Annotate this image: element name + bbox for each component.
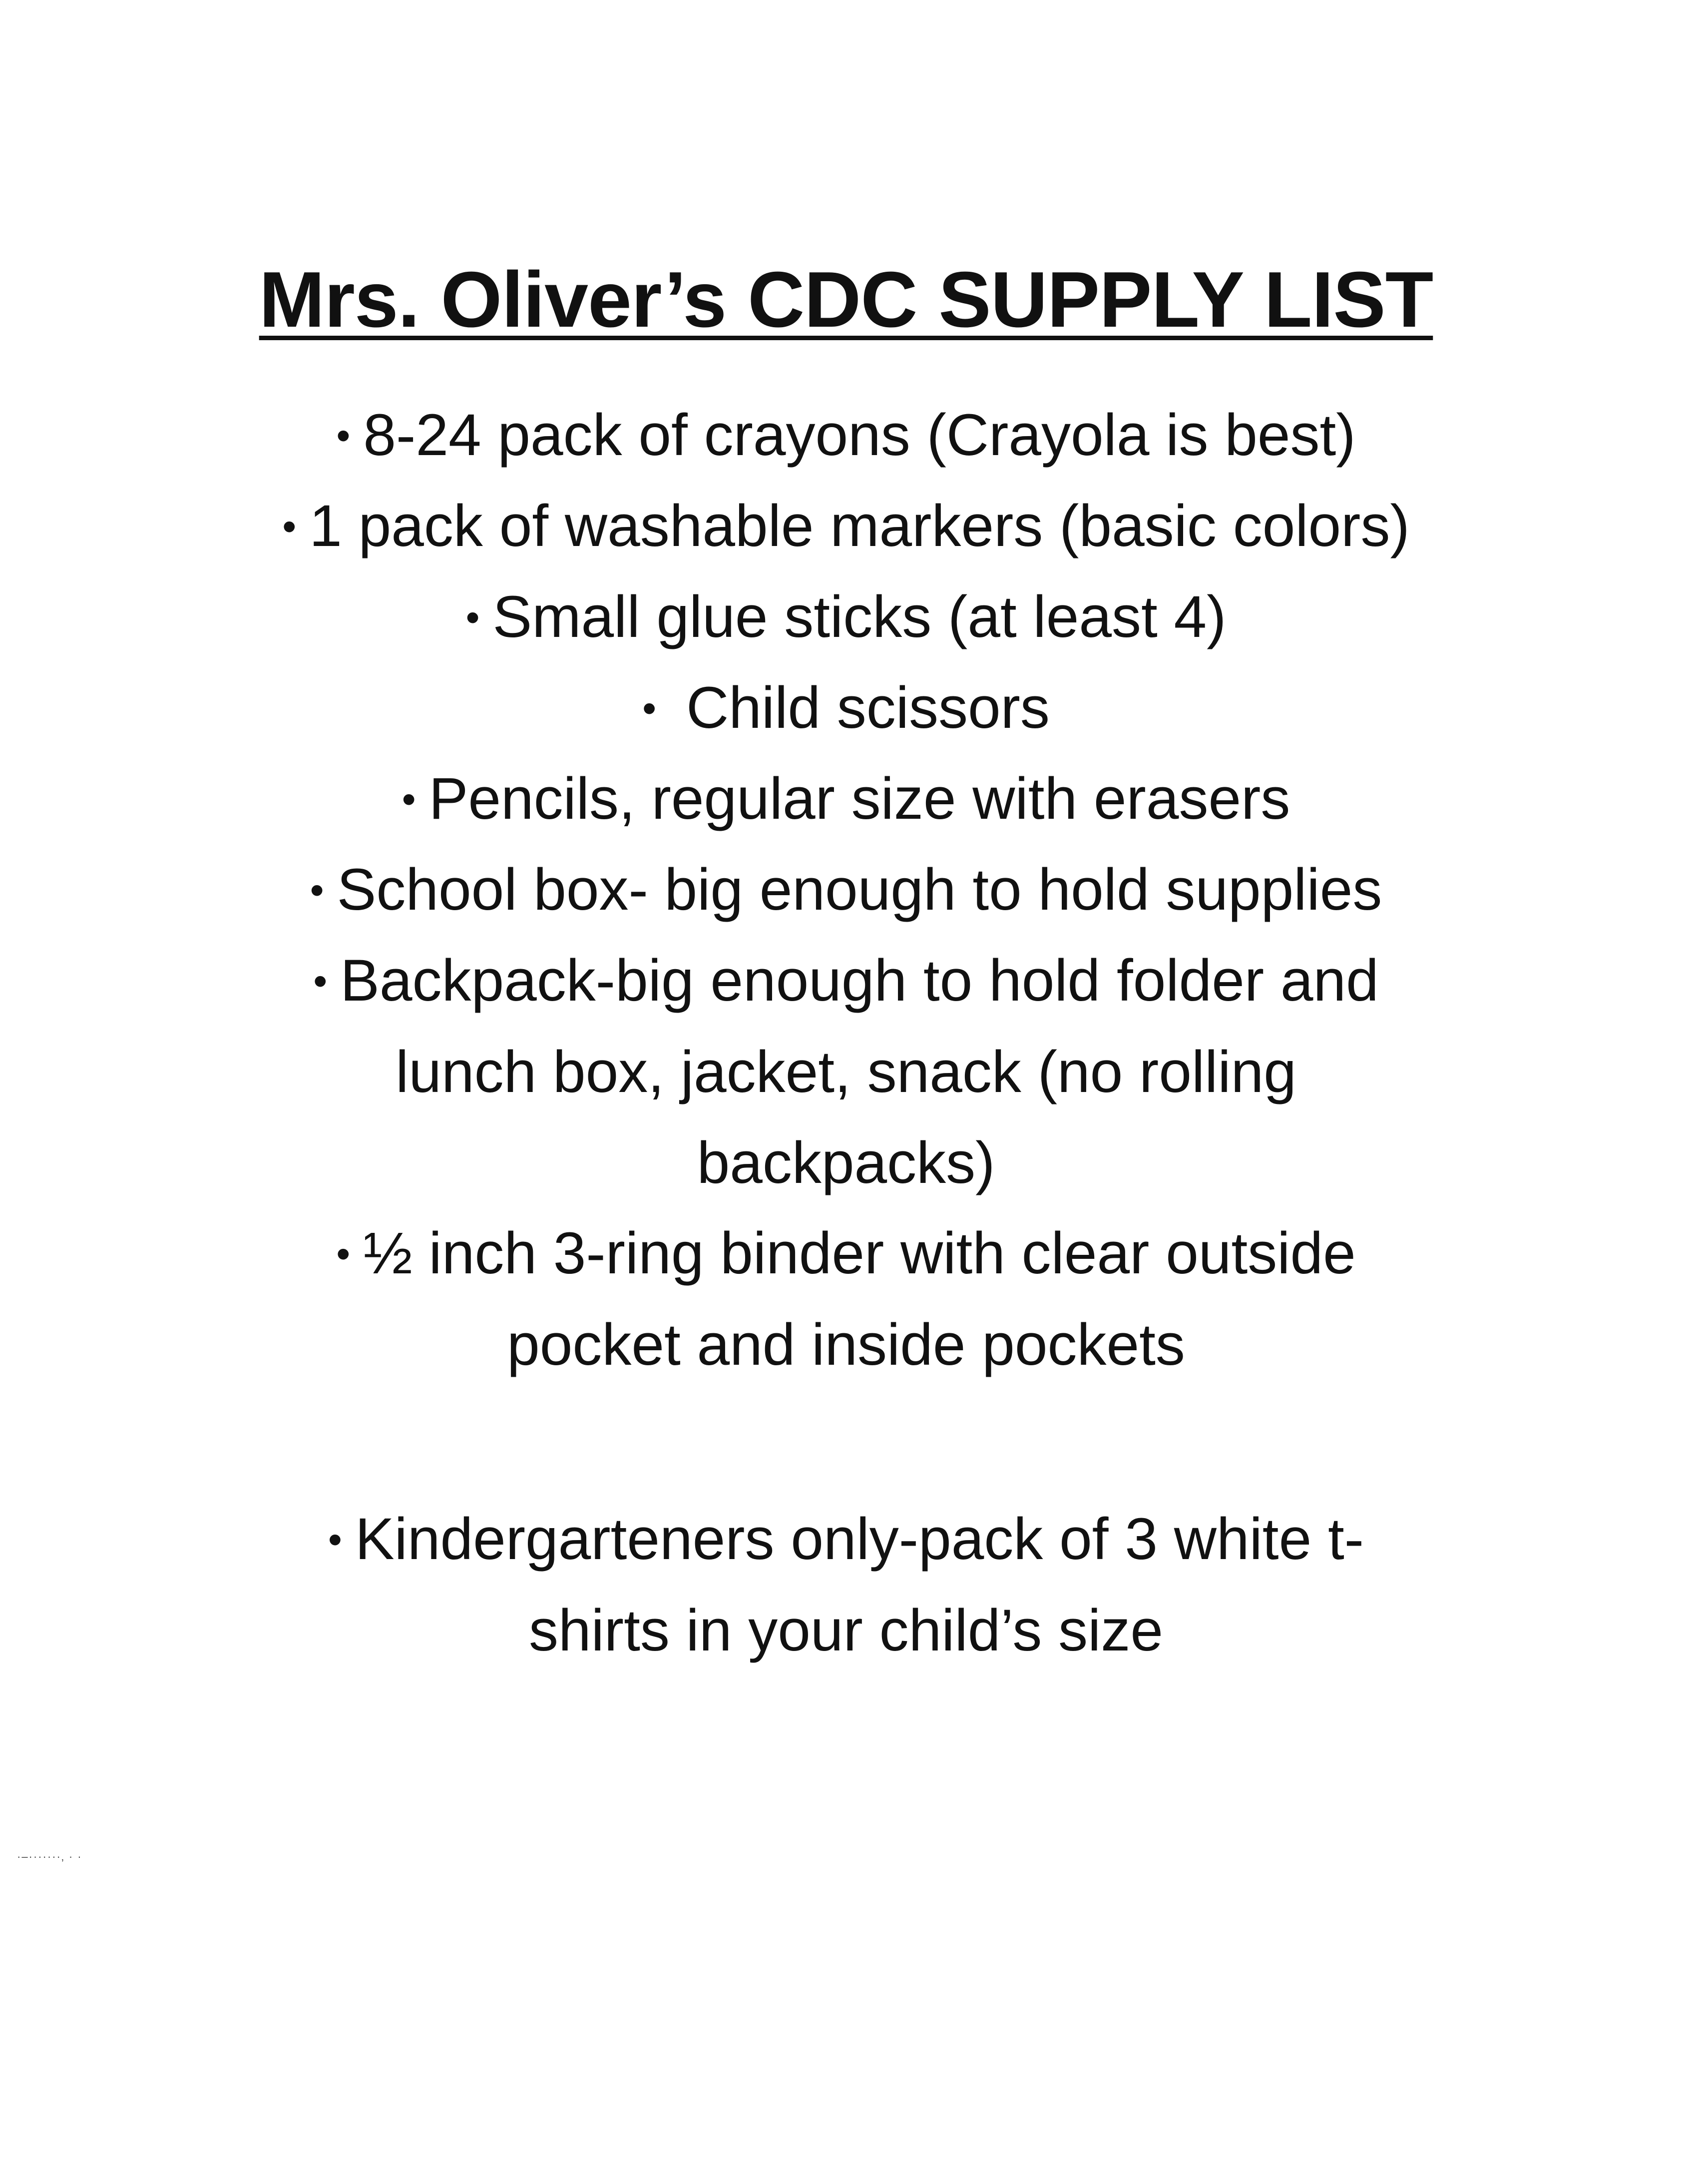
list-item [0,1494,1692,1676]
list-item-text: 8-24 pack of crayons (Crayola is best) [363,402,1356,468]
bullet-icon: • [402,777,416,821]
bullet-icon: • [642,686,657,730]
list-item-text: shirts in your child’s size [528,1598,1164,1663]
list-item [0,481,1692,572]
bullet-icon: • [282,504,297,548]
list-item-text: School box- big enough to hold supplies [337,857,1382,923]
list-item-text: 1 pack of washable markers (basic colors) [309,493,1410,559]
bullet-icon: • [310,868,324,912]
list-item [0,935,1692,1208]
list-item [0,753,1692,845]
list-item-text: Pencils, regular size with erasers [428,766,1290,832]
bullet-icon: • [336,1231,351,1276]
list-item [0,390,1692,481]
bullet-icon: • [313,959,328,1003]
bullet-icon: • [465,595,480,639]
list-item [0,844,1692,936]
list-item-text: Kindergarteners only-pack of 3 white t- [355,1506,1364,1572]
bullet-icon: • [328,1517,342,1562]
page-title: Mrs. Oliver’s CDC SUPPLY LIST [259,256,1433,344]
list-item-text: Child scissors [686,675,1050,741]
list-item-text: pocket and inside pockets [507,1312,1185,1378]
list-item-text: Backpack-big enough to hold folder and [340,948,1379,1014]
list-item [0,1208,1692,1390]
list-item-text: backpacks) [697,1130,995,1196]
list-item [0,571,1692,663]
list-item-text: lunch box, jacket, snack (no rolling [396,1039,1296,1105]
scan-artifact: ·–·······‚ · · [17,1850,82,1863]
list-item-text: Small glue sticks (at least 4) [492,584,1227,650]
bullet-icon: • [336,413,351,458]
list-item-text: ½ inch 3-ring binder with clear outside [363,1220,1356,1286]
list-item [0,662,1692,754]
